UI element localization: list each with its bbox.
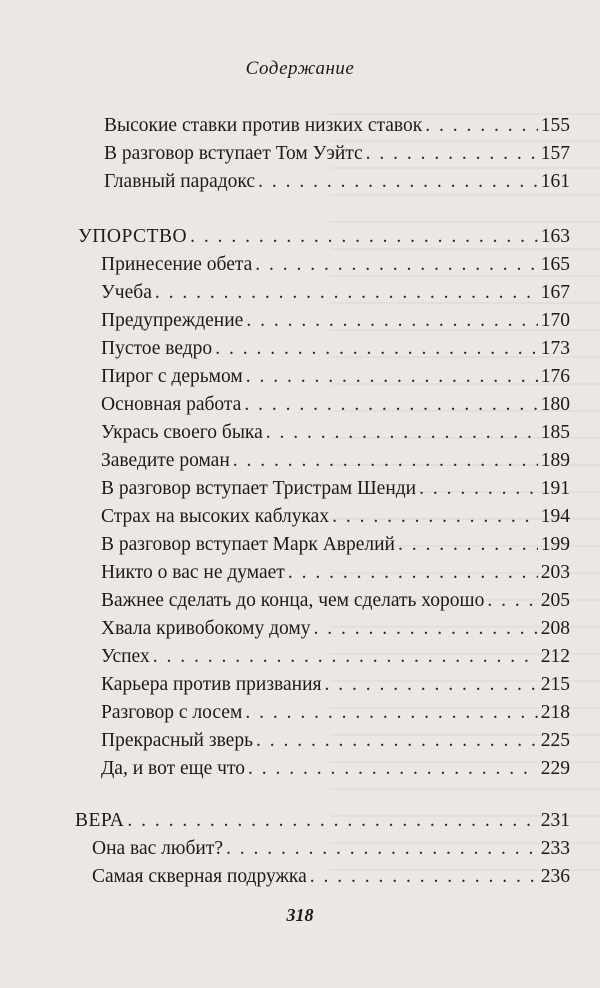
- dot-leader: [310, 864, 538, 890]
- toc-entry-page: 208: [540, 618, 570, 639]
- toc-entry-page: 203: [540, 562, 570, 583]
- toc-entry: [101, 728, 570, 754]
- toc-entry-page: 161: [540, 171, 570, 192]
- toc-entry-page: 176: [540, 366, 570, 387]
- toc-entry: [104, 113, 570, 139]
- toc-entry: [101, 364, 570, 390]
- toc-entry: [101, 392, 570, 418]
- toc-entry-title: В разговор вступает Тристрам Шенди: [101, 478, 417, 499]
- toc-entry: [101, 476, 570, 502]
- toc-entry-page: 205: [540, 590, 570, 611]
- dot-leader: [215, 336, 538, 362]
- toc-section-title: УПОРСТВО: [78, 226, 188, 247]
- dot-leader: [233, 448, 538, 474]
- toc-entry: [101, 280, 570, 306]
- running-head: Содержание: [245, 58, 355, 79]
- toc-entry-page: 233: [540, 838, 570, 859]
- toc-entry: [101, 616, 570, 642]
- toc-entry: [104, 169, 570, 195]
- toc-entry-page: 191: [540, 478, 570, 499]
- toc-entry: [101, 532, 570, 558]
- dot-leader: [246, 364, 538, 390]
- dot-leader: [255, 252, 537, 278]
- toc-entry-title: Принесение обета: [101, 254, 253, 275]
- toc-section-title: ВЕРА: [75, 810, 125, 831]
- toc-entry-title: Она вас любит?: [92, 838, 224, 859]
- dot-leader: [226, 836, 538, 862]
- toc-entry: [101, 588, 570, 614]
- toc-entry: [101, 644, 570, 670]
- toc-entry-title: Важнее сделать до конца, чем сделать хорошо: [101, 590, 485, 611]
- toc-entry-title: Укрась своего быка: [101, 422, 263, 443]
- toc-entry-title: Основная работа: [101, 394, 242, 415]
- toc-entry-page: 170: [540, 310, 570, 331]
- toc-entry: [92, 864, 570, 890]
- toc-entry-page: 225: [540, 730, 570, 751]
- toc-entry-page: 180: [540, 394, 570, 415]
- toc-entry-title: В разговор вступает Том Уэйтс: [104, 143, 363, 164]
- toc-entry-title: Самая скверная подружка: [92, 866, 307, 887]
- page-number: 318: [286, 905, 314, 925]
- toc-section: [75, 808, 570, 834]
- dot-leader: [324, 672, 537, 698]
- toc-entry-title: Никто о вас не думает: [101, 562, 285, 583]
- toc-entry: [101, 448, 570, 474]
- toc-entry: [101, 560, 570, 586]
- dot-leader: [245, 700, 537, 726]
- toc-entry-page: 212: [540, 646, 570, 667]
- toc-entry: [92, 836, 570, 862]
- toc-entry-title: Прекрасный зверь: [101, 730, 253, 751]
- toc-entry-title: Страх на высоких каблуках: [101, 506, 330, 527]
- toc-entry: [101, 700, 570, 726]
- toc-entry-title: Да, и вот еще что: [101, 758, 246, 779]
- toc-entry-title: Пирог с дерьмом: [101, 366, 243, 387]
- dot-leader: [314, 616, 538, 642]
- toc-entry: [104, 141, 570, 167]
- toc-entry-title: Разговор с лосем: [101, 702, 243, 723]
- toc-entry-page: 185: [540, 422, 570, 443]
- toc-entry: [101, 672, 570, 698]
- toc-entry: [101, 756, 570, 782]
- dot-leader: [244, 392, 537, 418]
- dot-leader: [487, 588, 537, 614]
- toc-entry-title: Заведите роман: [101, 450, 230, 471]
- dot-leader: [366, 141, 538, 167]
- toc-entry-title: Карьера против призвания: [101, 674, 322, 695]
- dot-leader: [127, 808, 537, 834]
- toc-section: [78, 224, 570, 250]
- toc-entry-page: 155: [540, 115, 570, 136]
- toc-entry-title: Хвала кривобокому дому: [101, 618, 311, 639]
- dot-leader: [190, 224, 538, 250]
- dot-leader: [332, 504, 538, 530]
- dot-leader: [398, 532, 538, 558]
- dot-leader: [266, 420, 538, 446]
- toc-entry-page: 236: [540, 866, 570, 887]
- toc-entry-page: 165: [540, 254, 570, 275]
- toc-entry-title: Предупреждение: [101, 310, 244, 331]
- toc-entry-page: 173: [540, 338, 570, 359]
- dot-leader: [246, 308, 537, 334]
- dot-leader: [258, 169, 538, 195]
- dot-leader: [256, 728, 538, 754]
- toc-entry-page: 189: [540, 450, 570, 471]
- toc-entry-title: Успех: [101, 646, 150, 667]
- toc-entry-page: 229: [540, 758, 570, 779]
- toc-entry-page: 215: [540, 674, 570, 695]
- toc-entry: [101, 420, 570, 446]
- toc-entry-title: Учеба: [101, 282, 152, 303]
- dot-leader: [153, 644, 538, 670]
- toc-entry: [101, 504, 570, 530]
- toc-entry-page: 194: [540, 506, 570, 527]
- toc-entry: [101, 252, 570, 278]
- dot-leader: [288, 560, 538, 586]
- toc-entry-title: Высокие ставки против низких ставок: [104, 115, 423, 136]
- toc-entry-page: 218: [540, 702, 570, 723]
- toc-entry-title: Пустое ведро: [101, 338, 213, 359]
- toc-entry-title: Главный парадокс: [104, 171, 256, 192]
- toc-entry-title: В разговор вступает Марк Аврелий: [101, 534, 395, 555]
- toc-section-page: 231: [540, 810, 570, 831]
- dot-leader: [425, 113, 538, 139]
- dot-leader: [419, 476, 538, 502]
- toc-entry-page: 199: [540, 534, 570, 555]
- toc-entry-page: 157: [540, 143, 570, 164]
- toc-entry: [101, 308, 570, 334]
- toc-section-page: 163: [540, 226, 570, 247]
- toc-entry-page: 167: [540, 282, 570, 303]
- dot-leader: [155, 280, 538, 306]
- dot-leader: [248, 756, 538, 782]
- toc-entry: [101, 336, 570, 362]
